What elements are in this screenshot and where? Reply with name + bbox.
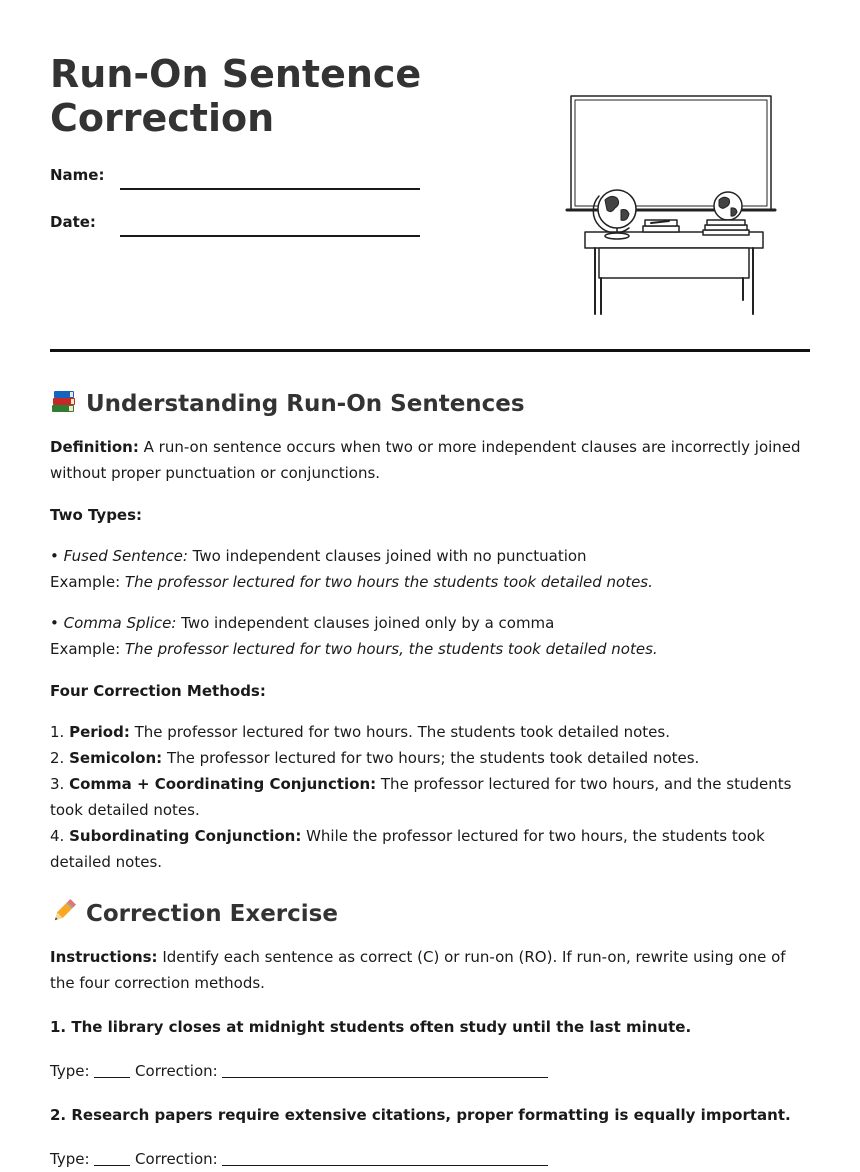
- type-label-2: Type:: [50, 1150, 95, 1168]
- name-field[interactable]: [50, 166, 470, 190]
- method-item-1: 1. Period: The professor lectured for two hours. The students took detailed notes.: [50, 723, 670, 741]
- header-divider: [50, 349, 810, 352]
- exercise-answer-2: [50, 1146, 810, 1172]
- section-heading-exercise: [50, 897, 810, 930]
- books-center: [643, 226, 679, 232]
- desk-drawer: [599, 248, 749, 278]
- date-blank-line[interactable]: [120, 235, 420, 237]
- fused-example: The professor lectured for two hours the students took detailed notes.: [124, 573, 653, 591]
- chalkboard-frame: [571, 96, 771, 210]
- methods-list: [50, 719, 810, 875]
- page-title: Run-On Sentence Correction: [50, 52, 422, 140]
- name-blank-line[interactable]: [120, 188, 420, 190]
- date-field[interactable]: [50, 213, 470, 237]
- section-heading-exercise-text: Correction Exercise: [86, 901, 338, 927]
- comma-description: Two independent clauses joined only by a comma: [176, 614, 555, 632]
- books-right-top: [707, 220, 745, 225]
- globe-left-base: [605, 233, 629, 239]
- correction-blank-2[interactable]: [222, 1151, 548, 1166]
- section-heading-understanding: [50, 388, 810, 420]
- fused-description: Two independent clauses joined with no punctuation: [187, 547, 587, 565]
- type-label-1: Type:: [50, 1062, 95, 1080]
- correction-label-1: Correction:: [130, 1062, 223, 1080]
- comma-example: The professor lectured for two hours, the students took detailed notes.: [124, 640, 658, 658]
- exercise-answer-1: [50, 1058, 810, 1084]
- type-blank-1[interactable]: [94, 1063, 130, 1078]
- worksheet-content: [50, 388, 810, 1172]
- date-label: Date:: [50, 213, 96, 231]
- books-icon: [50, 389, 78, 415]
- methods-heading: Four Correction Methods:: [50, 682, 266, 700]
- fused-sentence-item: [50, 543, 810, 595]
- fused-bullet: •: [50, 547, 64, 565]
- method-item-2: 2. Semicolon: The professor lectured for two hours; the students took detailed notes.: [50, 749, 700, 767]
- section-heading-understanding-text: Understanding Run-On Sentences: [86, 391, 525, 417]
- instructions-label: Instructions:: [50, 948, 158, 966]
- comma-bullet: •: [50, 614, 64, 632]
- method-item-3: 3. Comma + Coordinating Conjunction: The professor lectured for two hours, and the students took detailed notes.: [50, 775, 792, 819]
- instructions-text: Identify each sentence as correct (C) or run-on (RO). If run-on, rewrite using one of the four correction methods.: [50, 948, 786, 992]
- comma-example-label: Example:: [50, 640, 125, 658]
- globe-left: [598, 190, 636, 228]
- exercise-item-1: 1. The library closes at midnight students often study until the last minute.: [50, 1018, 692, 1036]
- method-item-4: 4. Subordinating Conjunction: While the professor lectured for two hours, the students took detailed notes.: [50, 827, 765, 871]
- instructions-paragraph: [50, 944, 810, 996]
- fused-term: Fused Sentence:: [63, 547, 188, 565]
- comma-term: Comma Splice:: [63, 614, 177, 632]
- definition-label: Definition:: [50, 438, 139, 456]
- type-blank-2[interactable]: [94, 1151, 130, 1166]
- definition-paragraph: [50, 434, 810, 486]
- two-types-heading: Two Types:: [50, 506, 143, 524]
- correction-blank-1[interactable]: [222, 1063, 548, 1078]
- comma-splice-item: [50, 610, 810, 662]
- pencil-icon: [50, 897, 78, 925]
- correction-label-2: Correction:: [130, 1150, 223, 1168]
- definition-text: A run-on sentence occurs when two or more independent clauses are incorrectly joined without proper punctuation or conjunctions.: [50, 438, 801, 482]
- classroom-illustration: [565, 92, 780, 317]
- name-label: Name:: [50, 166, 105, 184]
- fused-example-label: Example:: [50, 573, 125, 591]
- exercise-item-2: 2. Research papers require extensive citations, proper formatting is equally important.: [50, 1106, 791, 1124]
